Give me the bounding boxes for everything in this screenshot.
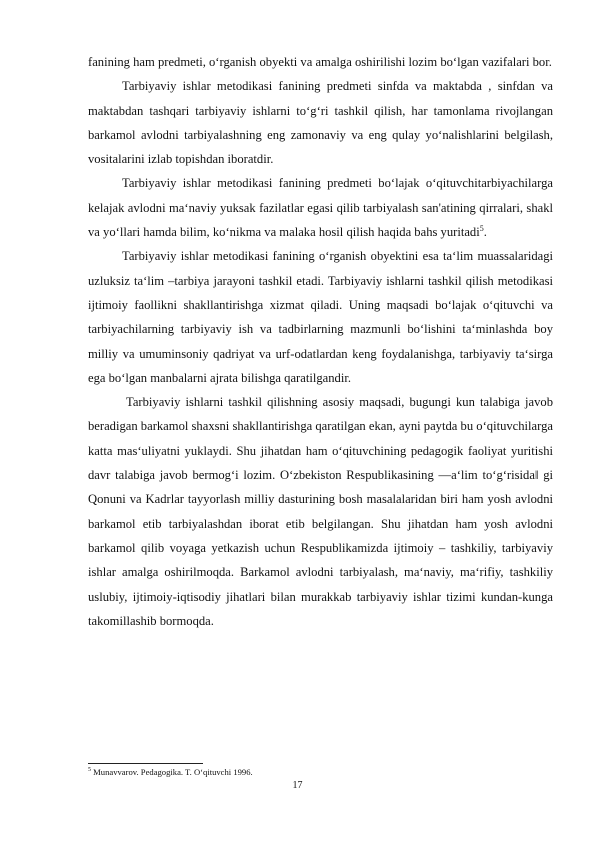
paragraph-1: fanining ham predmeti, o‘rganish obyekti va amalga oshirilishi lozim bo‘lgan vazifalari bor. [88, 55, 552, 69]
page-number: 17 [292, 780, 303, 791]
footnote-mark: 5 [88, 767, 91, 774]
body-text [88, 50, 553, 633]
paragraph-5: Tarbiyaviy ishlarni tashkil qilishning asosiy maqsadi, bugungi kun talabiga javob beradigan barkamol shaxsni shakllantirishga qaratilgan ekan, ayni paytda bu o‘qituvchilarga katta mas‘uliyatni yuklaydi. Shu jihatdan ham o‘qituvchining pedagogik faoliyat yuritishi davr talabiga javob bermog‘i lozim. O‘zbekiston Respublikasining ―a‘lim to‘g‘risida‖ gi Qonuni va Kadrlar tayyorlash milliy dasturining bosh masalalaridan biri ham yosh avlodni barkamol etib tarbiyalashdan iborat etib belgilangan. Shu jihatdan ham yosh avlodni barkamol qilib voyaga yetkazish uchun Respublikamizda ijtimoiy – tashkiliy, tarbiyaviy ishlar amalga oshirilmoqda. Barkamol avlodni tarbiyalash, ma‘naviy, ma‘rifiy, tashkiliy uslubiy, ijtimoiy-iqtisodiy jihatlari bilan murakkab tarbiyaviy ishlar tizimi kundan-kunga takomillashib bormoqda. [88, 395, 553, 628]
paragraph-2: Tarbiyaviy ishlar metodikasi fanining predmeti sinfda va maktabda , sinfdan va maktabdan tashqari tarbiyaviy ishlarni to‘g‘ri tashkil qilish, har tamonlama rivojlangan barkamol avlodni tarbiyalashning eng zamonaviy va eng qulay yo‘nalishlarini belgilash, vositalarini izlab topishdan iboratdir. [88, 79, 553, 167]
paragraph-3 [88, 171, 553, 244]
paragraph-3-text: Tarbiyaviy ishlar metodikasi fanining predmeti bo‘lajak o‘qituvchitarbiyachilarga kelajak avlodni ma‘naviy yuksak fazilatlar egasi qilib tarbiyalash san'atining qirralari, shakl va yo‘llari hamda bilim, ko‘nikma va malaka hosil qilish haqida bahs yuritadi [88, 176, 553, 240]
paragraph-4: Tarbiyaviy ishlar metodikasi fanining o‘rganish obyektini esa ta‘lim muassalaridagi uzluksiz ta‘lim –tarbiya jarayoni tashkil etadi. Tarbiyaviy ishlarni tashkil qilish metodikasi ijtimoiy faollikni shakllantirishga xizmat qiladi. Uning maqsadi bo‘lajak o‘qituvchi va tarbiyachilarning tarbiyaviy ish va tadbirlarning mazmunli bo‘lishini ta‘minlashda boy milliy va umuminsoniy qadriyat va urf-odatlardan keng foydalanishga, tarbiyaviy ta‘sirga ega bo‘lgan manbalarni ajrata bilishga qaratilgandir. [88, 249, 553, 385]
footnote-separator [88, 763, 203, 764]
footnote-text: Munavvarov. Pedagogika. T. O‘qituvchi 1996. [93, 767, 253, 777]
footnote-reference[interactable]: 5 [479, 223, 484, 233]
footnote [88, 766, 553, 778]
paragraph-3-end: . [483, 225, 487, 240]
